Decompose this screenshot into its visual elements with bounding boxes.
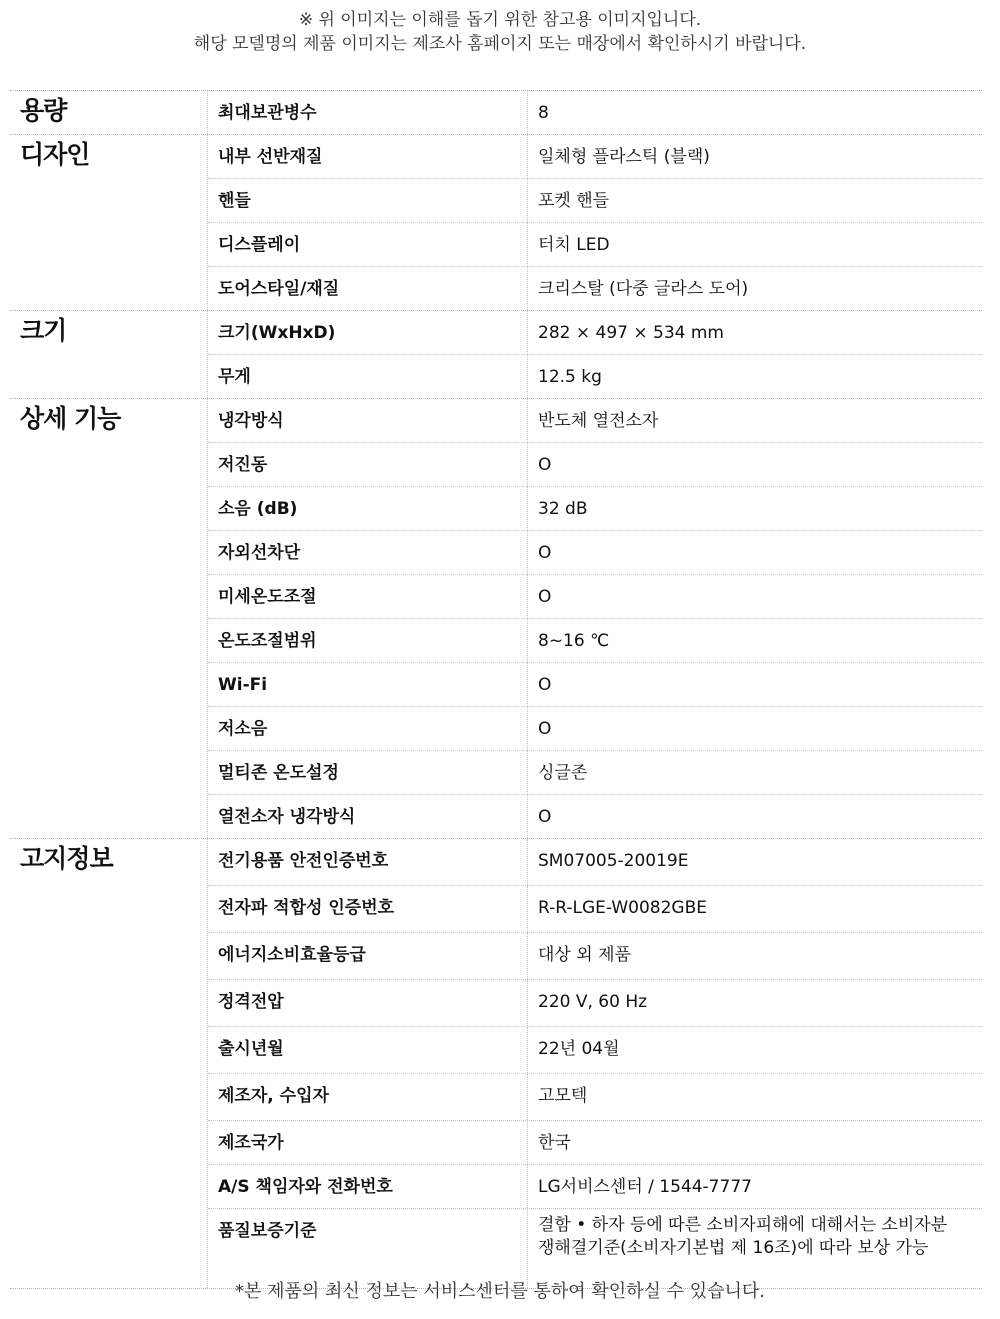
- spec-row: [208, 222, 982, 266]
- spec-row: [208, 178, 982, 222]
- spec-row: [208, 574, 982, 618]
- spec-value: O: [538, 807, 552, 827]
- spec-value: 282 × 497 × 534 mm: [538, 323, 724, 343]
- spec-row: [208, 706, 982, 750]
- spec-label: 품질보증기준: [208, 1209, 528, 1288]
- spec-row: [208, 354, 982, 398]
- spec-row: [208, 1120, 982, 1164]
- spec-label: 자외선차단: [208, 531, 528, 574]
- spec-label: 출시년월: [208, 1027, 528, 1073]
- spec-row: [208, 885, 982, 932]
- spec-value: O: [538, 587, 552, 607]
- spec-row: [208, 662, 982, 706]
- spec-label: 냉각방식: [208, 399, 528, 442]
- spec-value: 32 dB: [538, 499, 588, 519]
- spec-row: [208, 979, 982, 1026]
- spec-row: [208, 750, 982, 794]
- spec-value: O: [538, 719, 552, 739]
- spec-label: 멀티존 온도설정: [208, 751, 528, 794]
- spec-row: [208, 266, 982, 310]
- spec-label: 저소음: [208, 707, 528, 750]
- spec-label: 디스플레이: [208, 223, 528, 266]
- section-title: 디자인: [20, 140, 90, 169]
- spec-row: [208, 794, 982, 838]
- spec-value: 22년 04월: [538, 1039, 620, 1059]
- section-features: [10, 398, 982, 838]
- spec-label: 제조국가: [208, 1121, 528, 1164]
- spec-row: [208, 1073, 982, 1120]
- spec-label: 온도조절범위: [208, 619, 528, 662]
- section-title: 크기: [20, 316, 67, 345]
- footnote: *본 제품의 최신 정보는 서비스센터를 통하여 확인하실 수 있습니다.: [235, 1281, 765, 1302]
- notice-line-2: 해당 모델명의 제품 이미지는 제조사 홈페이지 또는 매장에서 확인하시기 바랍니다.: [193, 34, 807, 54]
- spec-value: 크리스탈 (다중 글라스 도어): [538, 279, 749, 299]
- section-title: 용량: [20, 96, 67, 125]
- spec-label: 저진동: [208, 443, 528, 486]
- spec-label: 소음 (dB): [208, 487, 528, 530]
- spec-label: 핸들: [208, 179, 528, 222]
- spec-value: 결함 • 하자 등에 따른 소비자피해에 대해서는 소비자분쟁해결기준(소비자기본법 제 16조)에 따라 보상 가능: [538, 1215, 948, 1258]
- spec-label: 전기용품 안전인증번호: [208, 839, 528, 885]
- spec-row: [208, 442, 982, 486]
- spec-label: 열전소자 냉각방식: [208, 795, 528, 838]
- spec-value: 반도체 열전소자: [538, 411, 659, 431]
- spec-value: LG서비스센터 / 1544-7777: [538, 1177, 752, 1197]
- spec-label: 무게: [208, 355, 528, 398]
- spec-row: [208, 135, 982, 178]
- spec-row: [208, 530, 982, 574]
- spec-value: 12.5 kg: [538, 367, 602, 387]
- reference-image-notice: [0, 8, 1000, 56]
- spec-label: Wi-Fi: [208, 663, 528, 706]
- spec-row: [208, 91, 982, 134]
- spec-value: 8: [538, 103, 549, 123]
- spec-row: [208, 839, 982, 885]
- section-design: [10, 134, 982, 310]
- section-title: 고지정보: [20, 844, 113, 873]
- spec-label: 최대보관병수: [208, 91, 528, 134]
- spec-value: 일체형 플라스틱 (블랙): [538, 147, 710, 167]
- notice-line-1: ※ 위 이미지는 이해를 돕기 위한 참고용 이미지입니다.: [298, 10, 702, 30]
- spec-value: O: [538, 675, 552, 695]
- spec-value: 220 V, 60 Hz: [538, 992, 648, 1012]
- spec-value: 포켓 핸들: [538, 191, 610, 211]
- spec-value: 한국: [538, 1133, 571, 1153]
- spec-value: O: [538, 543, 552, 563]
- spec-value: 대상 외 제품: [538, 945, 631, 965]
- spec-row: [208, 1208, 982, 1288]
- spec-row: [208, 399, 982, 442]
- spec-label: 크기(WxHxD): [208, 311, 528, 354]
- spec-row: [208, 618, 982, 662]
- spec-value: R-R-LGE-W0082GBE: [538, 898, 707, 918]
- spec-label: 전자파 적합성 인증번호: [208, 886, 528, 932]
- spec-value: O: [538, 455, 552, 475]
- spec-label: 에너지소비효율등급: [208, 933, 528, 979]
- spec-label: A/S 책임자와 전화번호: [208, 1165, 528, 1208]
- spec-label: 도어스타일/재질: [208, 267, 528, 310]
- spec-row: [208, 1026, 982, 1073]
- spec-value: SM07005-20019E: [538, 851, 689, 871]
- section-title: 상세 기능: [20, 404, 121, 433]
- spec-table: [10, 90, 982, 1289]
- spec-row: [208, 486, 982, 530]
- section-legal-notice: [10, 838, 982, 1288]
- spec-value: 싱글존: [538, 763, 588, 783]
- spec-label: 제조자, 수입자: [208, 1074, 528, 1120]
- spec-label: 내부 선반재질: [208, 135, 528, 178]
- spec-row: [208, 1164, 982, 1208]
- spec-value: 고모텍: [538, 1086, 588, 1106]
- section-size: [10, 310, 982, 398]
- spec-row: [208, 932, 982, 979]
- section-capacity: [10, 90, 982, 134]
- spec-label: 정격전압: [208, 980, 528, 1026]
- spec-value: 터치 LED: [538, 235, 610, 255]
- spec-row: [208, 311, 982, 354]
- spec-label: 미세온도조절: [208, 575, 528, 618]
- spec-value: 8~16 ℃: [538, 631, 610, 651]
